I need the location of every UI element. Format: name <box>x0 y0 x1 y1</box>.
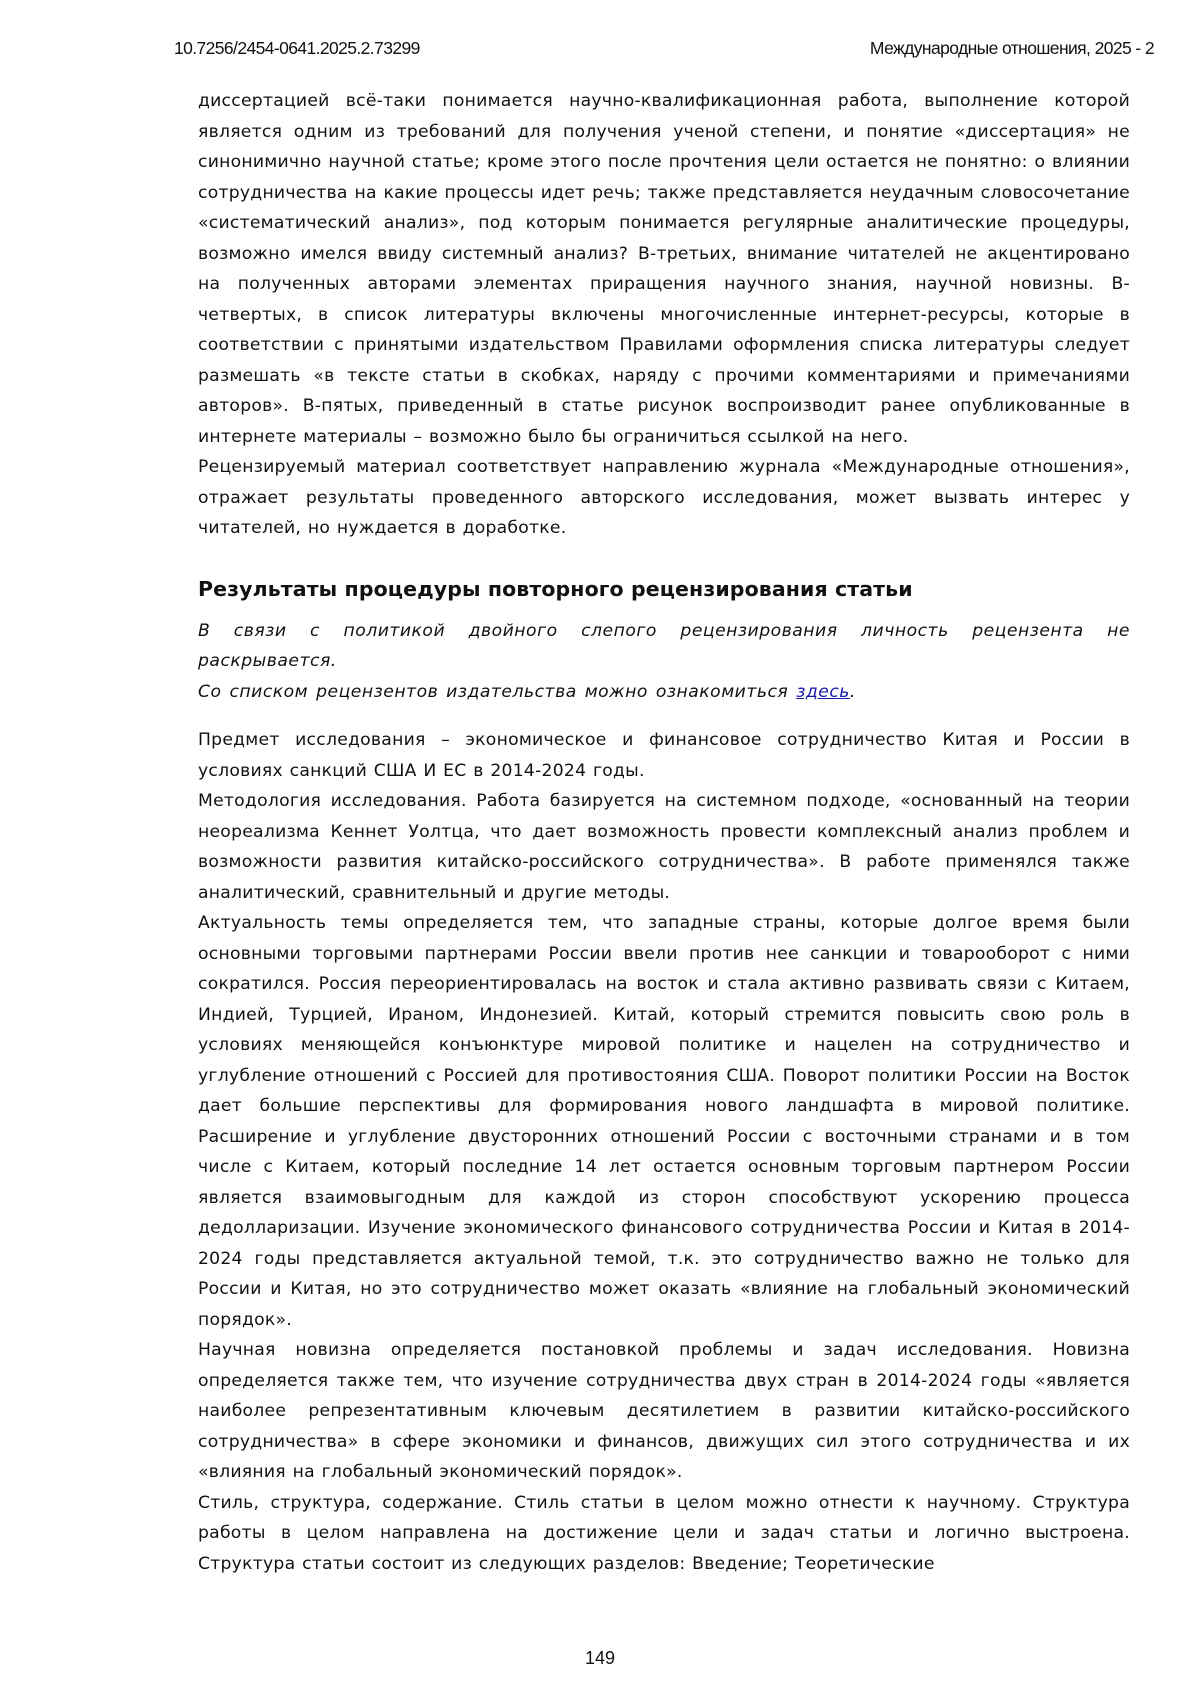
reviewers-list-link[interactable]: здесь <box>796 682 850 702</box>
reviewer-list-note-end: . <box>850 682 856 702</box>
style-structure-paragraph: Стиль, структура, содержание. Стиль статьи в целом можно отнести к научному. Структура работы в целом направлена на достижение цели и задач статьи и логично выстроена. Структура статьи состоит из следующих разделов: Введение; Теоретические <box>198 1488 1130 1580</box>
methodology-paragraph: Методология исследования. Работа базируется на системном подходе, «основанный на теории неореализма Кеннет Уолтца, что дает возможность провести комплексный анализ проблем и возможности развития китайско-российского сотрудничества». В работе применялся также аналитический, сравнительный и другие методы. <box>198 786 1130 908</box>
reviewer-list-note <box>198 677 1130 708</box>
reviewer-anonymity-note: В связи с политикой двойного слепого рецензирования личность рецензента не раскрывается. <box>198 616 1130 677</box>
journal-issue-label: Международные отношения, 2025 - 2 <box>870 38 1154 59</box>
novelty-paragraph: Научная новизна определяется постановкой проблемы и задач исследования. Новизна определяется также тем, что изучение сотрудничества двух стран в 2014-2024 годы «является наиболее репрезентативным ключевым десятилетием в развитии китайско-российского сотрудничества» в сфере экономики и финансов, движущих сил этого сотрудничества и их «влияния на глобальный экономический порядок». <box>198 1335 1130 1488</box>
review-paragraph-2: Рецензируемый материал соответствует направлению журнала «Международные отношения», отражает результаты проведенного авторского исследования, может вызвать интерес у читателей, но нуждается в доработке. <box>198 452 1130 544</box>
page-number: 149 <box>0 1648 1200 1669</box>
doi-label: 10.7256/2454-0641.2025.2.73299 <box>174 38 420 59</box>
section-heading: Результаты процедуры повторного рецензирования статьи <box>198 574 1130 604</box>
relevance-paragraph: Актуальность темы определяется тем, что западные страны, которые долгое время были основными торговыми партнерами России ввели против нее санкции и товарооборот с ними сократился. Россия переориентировалась на восток и стала активно развивать связи с Китаем, Индией, Турцией, Ираном, Индонезией. Китай, который стремится повысить свою роль в условиях меняющейся конъюнктуре мировой политике и нацелен на сотрудничество и углубление отношений с Россией для противостояния США. Поворот политики России на Восток дает большие перспективы для формирования нового ландшафта в мировой политике. Расширение и углубление двусторонних отношений России с восточными странами и в том числе с Китаем, который последние 14 лет остается основным торговым партнером России является взаимовыгодным для каждой из сторон способствуют ускорению процесса дедолларизации. Изучение экономического финансового сотрудничества России и Китая в 2014-2024 годы представляется актуальной темой, т.к. это сотрудничество важно не только для России и Китая, но это сотрудничество может оказать «влияние на глобальный экономический порядок». <box>198 908 1130 1335</box>
review-paragraph-1: диссертацией всё-таки понимается научно-квалификационная работа, выполнение которой является одним из требований для получения ученой степени, и понятие «диссертация» не синонимично научной статье; кроме этого после прочтения цели остается не понятно: о влиянии сотрудничества на какие процессы идет речь; также представляется неудачным словосочетание «систематический анализ», под которым понимается регулярные аналитические процедуры, возможно имелся ввиду системный анализ? В-третьих, внимание читателей не акцентировано на полученных авторами элементах приращения научного знания, научной новизны. В-четвертых, в список литературы включены многочисленные интернет-ресурсы, которые в соответствии с принятыми издательством Правилами оформления списка литературы следует размешать «в тексте статьи в скобках, наряду с прочими комментариями и примечаниями авторов». В-пятых, приведенный в статье рисунок воспроизводит ранее опубликованные в интернете материалы – возможно было бы ограничиться ссылкой на него. <box>198 86 1130 452</box>
page-content <box>198 86 1130 1579</box>
subject-paragraph: Предмет исследования – экономическое и финансовое сотрудничество Китая и России в условиях санкций США И ЕС в 2014-2024 годы. <box>198 725 1130 786</box>
reviewer-list-note-text: Со списком рецензентов издательства можно ознакомиться <box>198 682 796 702</box>
